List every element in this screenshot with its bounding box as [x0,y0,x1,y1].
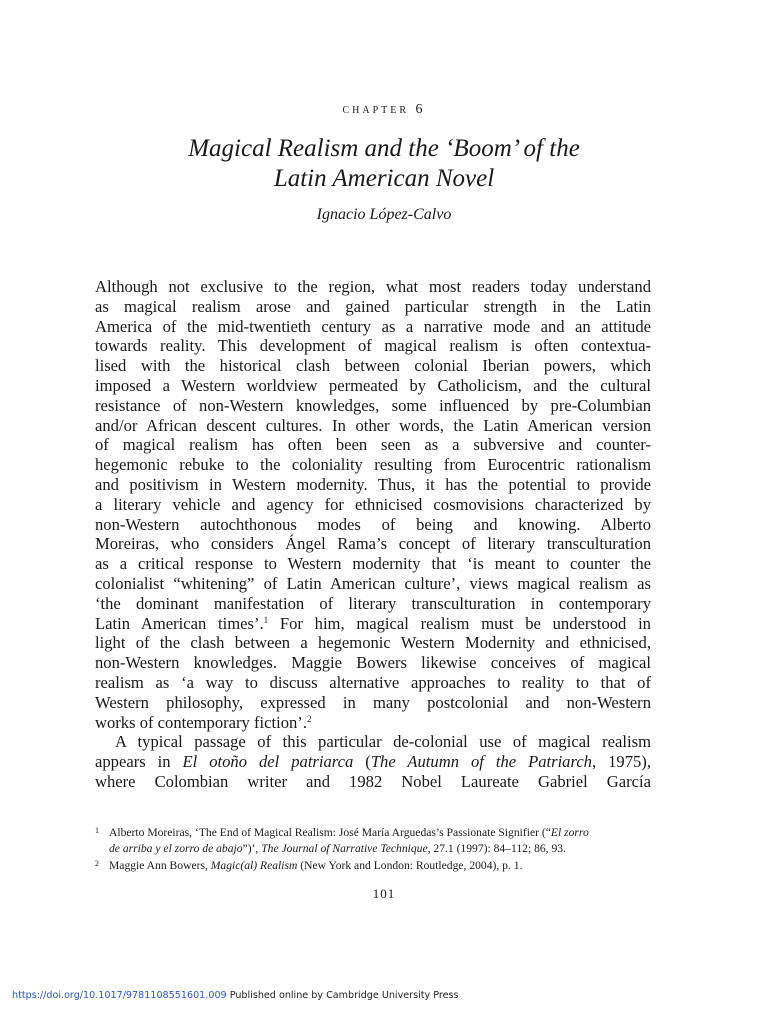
body-line: A typical passage of this particular de-colonial use of magical realism [115,732,651,752]
footnote-italic: Magic(al) Realism [210,859,298,872]
work-title-italic: The Autumn of the Patriarch [370,752,592,772]
doi-link[interactable]: https://doi.org/10.1017/9781108551601.009 [12,990,227,1001]
body-line: America of the mid-twentieth century as a narrative mode and an attitude [95,316,651,336]
body-line: Western philosophy, expressed in many postcolonial and non-Western [95,692,651,712]
published-online-text: Published online by Cambridge University Press [226,990,459,1001]
page-number: 101 [372,886,396,901]
publisher-footer [12,990,459,1001]
work-title-italic: El otoño del patriarca [182,752,354,772]
footnote-text: Alberto Moreiras, ‘The End of Magical Realism: José María Arguedas’s Passionate Signifier (“ [109,826,551,839]
footnote-text: , 27.1 (1997): 84–112; 86, 93. [427,841,566,855]
body-line: realism as ‘a way to discuss alternative approaches to reality to that of [95,672,651,692]
body-line: non-Western autochthonous modes of being and knowing. Alberto [95,514,651,534]
body-line: where Colombian writer and 1982 Nobel Laureate Gabriel García [95,771,651,791]
body-line [95,713,651,733]
body-line: non-Western knowledges. Maggie Bowers likewise conceives of magical [95,653,651,673]
footnote-text: (New York and London: Routledge, 2004), p. 1. [297,859,523,872]
footnote-ref-1[interactable]: 1 [263,614,269,625]
body-line: light of the clash between a hegemonic Western Modernity and ethnicised, [95,633,651,653]
body-line [95,614,651,634]
footnote-2 [95,856,665,874]
body-line: lised with the historical clash between colonial Iberian powers, which [95,356,651,376]
footnote-ref-2[interactable]: 2 [306,713,312,724]
body-line: of magical realism has often been seen as a subversive and counter- [95,435,651,455]
body-line: ‘the dominant manifestation of literary transculturation in contemporary [95,593,651,613]
footnote-italic: de arriba y el zorro de abajo [109,841,243,855]
body-line: towards reality. This development of magical realism is often contextua- [95,336,651,356]
body-line [95,752,651,772]
footnotes [95,823,665,874]
footnote-text: ”)’, [242,841,262,855]
body-line: imposed a Western worldview permeated by Catholicism, and the cultural [95,375,651,395]
footnote-number: 2 [95,859,99,868]
chapter-title [0,134,768,194]
body-text-run: appears in [95,752,183,772]
footnote-text: Maggie Ann Bowers, [109,859,211,872]
body-line: as a critical response to Western modernity that ‘is meant to counter the [95,554,651,574]
body-text [95,277,651,792]
chapter-title-line-2: Latin American Novel [273,165,495,192]
body-text-run: ( [353,752,371,772]
author-name: Ignacio López-Calvo [316,206,452,223]
chapter-label: chapter 6 [342,102,426,117]
body-text-run: works of contemporary fiction’. [95,712,307,732]
body-line: colonialist “whitening” of Latin American culture’, views magical realism as [95,573,651,593]
body-line: and/or African descent cultures. In other words, the Latin American version [95,415,651,435]
body-line: Moreiras, who considers Ángel Rama’s concept of literary transculturation [95,534,651,554]
body-line: hegemonic rebuke to the coloniality resulting from Eurocentric rationalism [95,455,651,475]
footnote-1 [95,823,665,841]
chapter-title-line-1: Magical Realism and the ‘Boom’ of the [188,135,580,162]
body-line: Although not exclusive to the region, what most readers today understand [95,277,651,296]
body-line: as magical realism arose and gained particular strength in the Latin [95,296,651,316]
footnote-1-continued [95,841,665,857]
body-text-run: For him, magical realism must be understood in [268,613,651,633]
body-line: resistance of non-Western knowledges, some influenced by pre-Columbian [95,395,651,415]
footnote-italic: The Journal of Narrative Technique [261,841,428,855]
body-line: and positivism in Western modernity. Thus, it has the potential to provide [95,474,651,494]
footnote-number: 1 [95,826,99,835]
body-line: a literary vehicle and agency for ethnicised cosmovisions characterized by [95,494,651,514]
body-text-run: Latin American times’. [95,613,264,633]
body-text-run: , 1975), [591,752,651,772]
footnote-italic: El zorro [550,826,589,839]
